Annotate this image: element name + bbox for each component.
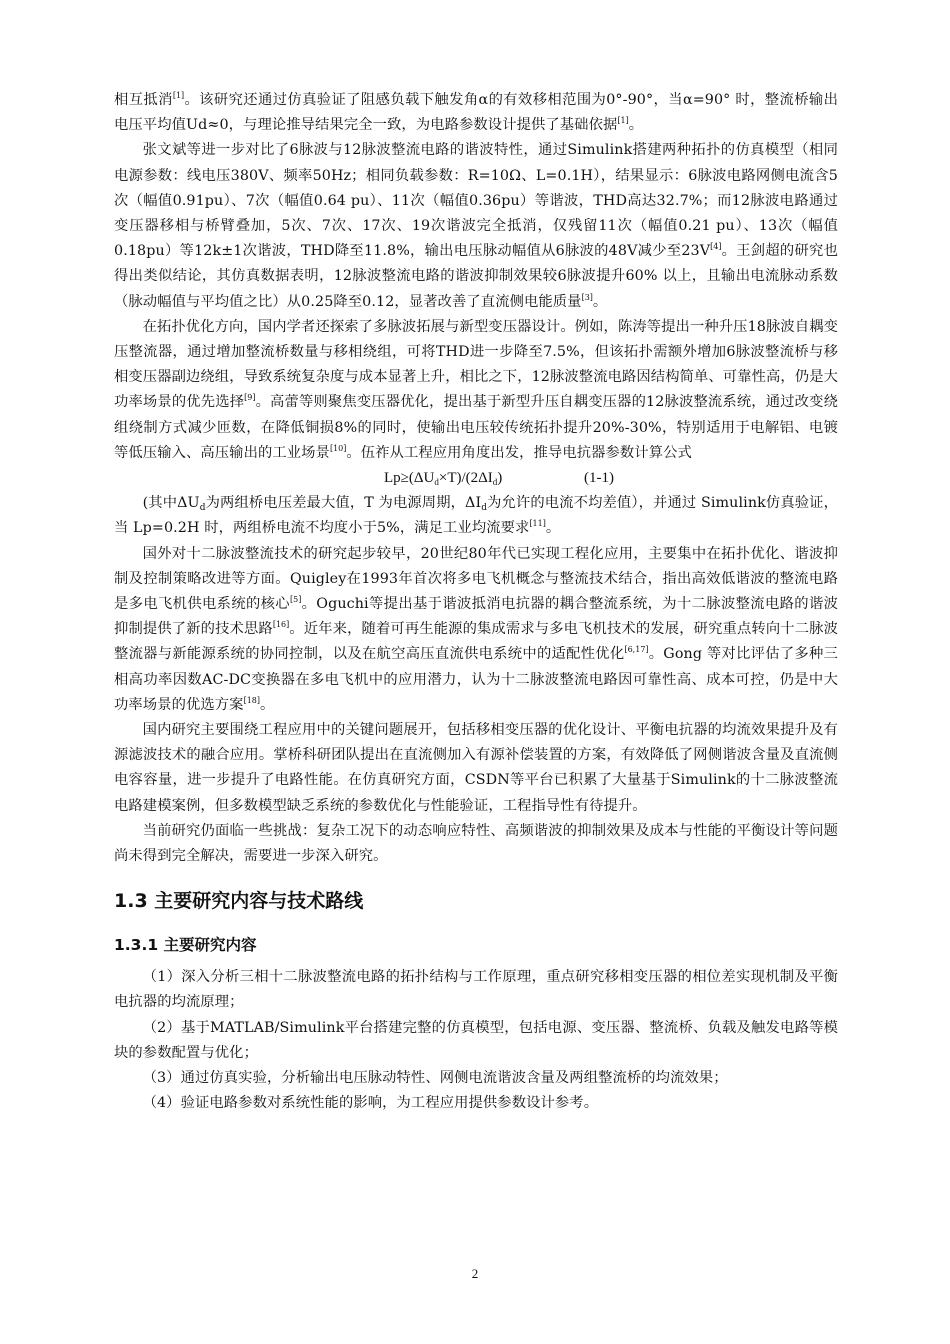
paragraph-text: 。 [628, 117, 644, 134]
page-body [114, 88, 838, 1117]
paragraph-text: 。王剑超的研究也得出类似结论，其仿真数据表明，12脉波整流电路的谐波抑制效果较6脉波提升60% 以上，且输出电流脉动系数（脉动幅值与平均值之比）从0.25降至0.12，显著改善了直流侧电能质量 [114, 243, 838, 310]
equation-subscript: d [492, 477, 498, 488]
citation: [10] [329, 443, 347, 453]
subscript: d [199, 503, 206, 514]
citation: [4] [710, 242, 722, 252]
list-item: （1）深入分析三相十二脉波整流电路的拓扑结构与工作原理，重点研究移相变压器的相位差实现机制及平衡电抗器的均流原理； [114, 969, 839, 1011]
paragraph-text: 为两组桥电压差最大值，T 为电源周期，ΔI [205, 495, 482, 512]
subsection-heading: 1.3.1 主要研究内容 [114, 936, 257, 955]
page-number: 2 [471, 1266, 479, 1281]
citation: [1] [172, 91, 185, 100]
equation-part: Lp≥(ΔU [384, 470, 435, 487]
citation: [3] [581, 292, 593, 302]
paragraph-text: 。该研究还通过仿真验证了阻感负载下触发角α的有效移相范围为0°-90°，当α=90° 时，整流桥输出电压平均值Ud≈0，与理论推导结果完全一致，为电路参数设计提供了基础依据 [114, 92, 838, 134]
paragraph-2 [114, 138, 838, 314]
equation-subscript: d [434, 477, 439, 488]
list-item: （3）通过仿真实验，分析输出电压脉动特性、网侧电流谐波含量及两组整流桥的均流效果； [142, 1070, 728, 1087]
paragraph-text: 。高蕾等则聚焦变压器优化，提出基于新型升压自耦变压器的12脉波整流系统，通过改变绕组绕制方式减少匝数，在降低铜损8%的同时，使输出电压较传统拓扑提升20%-30%，特别适用于电解铝、电镀等低压输入、高压输出的工业场景 [114, 394, 838, 461]
list-item: （2）基于MATLAB/Simulink平台搭建完整的仿真模型，包括电源、变压器、整流桥、负载及触发电路等模块的参数配置与优化； [114, 1019, 838, 1061]
citation: [5] [289, 595, 302, 605]
paragraph-4 [114, 491, 838, 541]
equation-part: ) [497, 470, 503, 487]
paragraph-1 [114, 88, 838, 138]
paragraph-text: 国外对十二脉波整流技术的研究起步较早，20世纪80年代已实现工程化应用，主要集中在拓扑优化、谐波抑制及控制策略改进等方面。Quigley在1993年首次将多电飞机概念与整流技术结合，指出高效低谐波的整流电路是多电飞机供电系统的核心 [114, 545, 838, 613]
paragraph-text: 在拓扑优化方向，国内学者还探索了多脉波拓展与新型变压器设计。例如，陈涛等提出一种升压18脉波自耦变压整流器，通过增加整流桥数量与移相绕组，可将THD进一步降至7.5%，但该拓扑需额外增加6脉波整流桥与移相变压器副边绕组，导致系统复杂度与成本显著上升，相比之下，12脉波整流电路因结构简单、可靠性高，仍是大功率场景的优先选择 [114, 318, 838, 411]
equation-expression [384, 466, 502, 491]
paragraph-text: 。 [545, 520, 561, 537]
paragraph-text: 相互抵消 [114, 92, 173, 108]
citation: [9] [244, 393, 256, 403]
list-item: （4）验证电路参数对系统性能的影响，为工程应用提供参数设计参考。 [142, 1095, 599, 1112]
equation-part: ×T)/(2ΔI [438, 470, 493, 487]
paragraph-text: 。Gong 等对比评估了多种三相高功率因数AC-DC变换器在多电飞机中的应用潜力，认为十二脉波整流电路因可靠性高、成本可控，仍是中大功率场景的优选方案 [114, 646, 838, 713]
equation-1-1 [114, 466, 838, 491]
paragraph-text: 。 [260, 696, 275, 713]
paragraph-text: 张文斌等进一步对比了6脉波与12脉波整流电路的谐波特性，通过Simulink搭建两种拓扑的仿真模型（相同电源参数：线电压380V、频率50Hz；相同负载参数：R=10Ω、L=0.1H），结果显示：6脉波电路网侧电流含5次（幅值0.91pu）、7次（幅值0.64 pu）、11次（幅值0.36pu）等谐波，THD高达32.7%；而12脉波电路通过变压器移相与桥臂叠加，5次、7次、17次、19次谐波完全抵消，仅残留11次（幅值0.21 pu）、13次（幅值0.18pu）等12k±1次谐波，THD降至11.8%，输出电压脉动幅值从6脉波的48V减少至23V [114, 142, 838, 260]
paragraph-7: 当前研究仍面临一些挑战：复杂工况下的动态响应特性、高频谐波的抑制效果及成本与性能的平衡设计等问题尚未得到完全解决，需要进一步深入研究。 [114, 822, 838, 865]
paragraph-text: 。伍祚从工程应用角度出发，推导电抗器参数计算公式 [346, 444, 692, 461]
paragraph-text: 。Oguchi等提出基于谐波抵消电抗器的耦合整流系统，为十二脉波整流电路的谐波抑制提供了新的技术思路 [114, 596, 839, 638]
section-heading: 1.3 主要研究内容与技术路线 [114, 890, 364, 913]
citation: [6,17] [624, 645, 649, 655]
citation: [1] [617, 116, 629, 126]
paragraph-text: (其中ΔU [142, 495, 200, 512]
citation: [16] [272, 620, 290, 630]
paragraph-3 [114, 315, 838, 466]
paragraph-text: 。近年来，随着可再生能源的集成需求与多电飞机技术的发展，研究重点转向十二脉波整流器与新能源系统的协同控制，以及在航空高压直流供电系统中的适配性优化 [114, 621, 838, 663]
citation: [11] [529, 519, 546, 529]
paragraph-text: 。 [592, 293, 608, 310]
subscript: d [481, 503, 488, 514]
equation-number: (1-1) [584, 470, 614, 487]
paragraph-5 [114, 542, 838, 718]
paragraph-text: 为允许的电流不均差值），并通过 Simulink仿真验证，当 Lp=0.2H 时，两组桥电流不均度小于5%，满足工业均流要求 [114, 495, 838, 537]
paragraph-6: 国内研究主要围绕工程应用中的关键问题展开，包括移相变压器的优化设计、平衡电抗器的均流效果提升及有源滤波技术的融合应用。掌桥科研团队提出在直流侧加入有源补偿装置的方案，有效降低了网侧谐波含量及直流侧电容容量，进一步提升了电路性能。在仿真研究方面，CSDN等平台已积累了大量基于Simulink的十二脉波整流电路建模案例，但多数模型缺乏系统的参数优化与性能验证，工程指导性有待提升。 [114, 722, 838, 814]
citation: [18] [243, 695, 260, 705]
